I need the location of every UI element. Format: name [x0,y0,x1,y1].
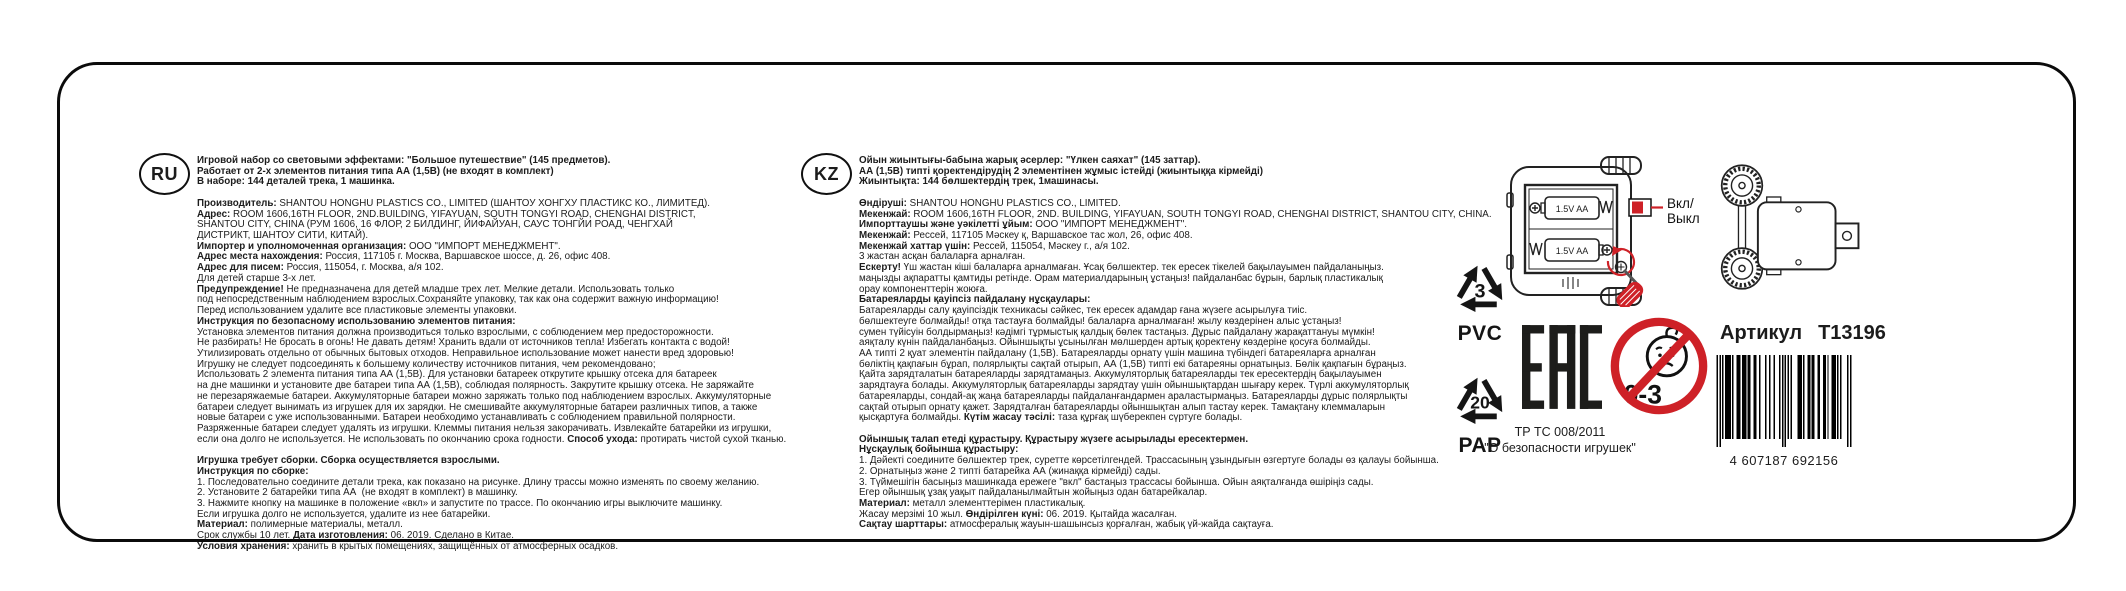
text-line: если она долго не используется. Не использовать по окончанию срока годности. Способ ухода: протирать чистой сухой тканью. [197,433,787,445]
text-line: Адрес для писем: Россия, 115054, г. Москва, а/я 102. [197,262,444,274]
text-line: батареи следует вынимать из игрушек для их зарядки. Не смешивайте аккумуляторные батареи различных типов, а также [197,401,758,413]
text-line: Мекенжай: ROOM 1606,16TH FLOOR, 2ND. BUILDING, YIFAYUAN, SOUTH TONGYI ROAD, CHENGHAI DISTRICT, SHANTOU CITY, CHINA. [859,208,1492,220]
car-side-view-diagram [1712,157,1862,297]
recycling-code: 20 [1470,392,1490,413]
text-line: Срок службы 10 лет. Дата изготовления: 06. 2019. Сделано в Китае. [197,530,515,542]
recycling-code: 3 [1474,280,1486,303]
text-line: не перезаряжаемые батареи. Аккумуляторные батареи можно заряжать только под наблюдением взрослых. Аккумуляторные [197,390,772,402]
text-line: Инструкция по сборке: [197,465,309,477]
switch-label [1667,196,1700,226]
text-line: Не разбирать! Не бросать в огонь! Не давать детям! Хранить вдали от источников тепла! Избегать контакта с водой! [197,337,730,349]
text-line: аяқталу күнін пайдаланбаңыз. Ойыншықты ұсынылған мөлшерден артық қоректену көздеріне қосуға болмайды. [859,337,1371,349]
text-line: Перед использованием удалите все пластиковые элементы упаковки. [197,305,517,317]
age-restriction-sign [1608,315,1710,417]
text-line: Разряженные батареи следует удалять из игрушки. Клеммы питания нельзя закорачивать. Извлекайте батарейки из игрушки, [197,422,772,434]
text-line: маңызды ақпаратты қамтиды ретінде. Орам материалдарының ұстаңыз! пайдаланбас бұрын, барлық пластикалық [859,272,1383,284]
recycling-triangle-icon [1447,251,1513,315]
text-line: Мекенжай хаттар үшін: Рессей, 115054, Мәскеу г., а/я 102. [859,240,1130,252]
article-row [1720,322,1886,345]
text-line: Утилизировать отдельно от обычных бытовых отходов. Неправильное использование может нанести вред здоровью! [197,347,734,359]
text-line: Мекенжай: Рессей, 117105 Мәскеу қ, Варшавское тас жол, 26, офис 408. [859,230,1193,242]
text-line: Батареяларды салу қауіпсіздік техникасы сәйкес, тек ересек адамдар ғана жүзеге асырылуға тиіс. [859,305,1308,317]
text-line: қысқартуға болмайды. Күтім жасау тәсілі: таза құрғақ шүберекпен сүртуге болады. [859,412,1243,424]
recycling-triangle-icon [1447,363,1513,427]
spring-icon [1530,243,1542,255]
battery-cell-label: 1.5V AA [1555,204,1589,214]
text-line: батареяларды, сондай-ақ жаңа батареяларды пайдаланғандармен араластырмаңыз. Батареяларды дұрыс полярлықты [859,390,1408,402]
age-range-label: 0-3 [1623,379,1662,410]
article-value: Т13196 [1818,322,1886,344]
certification-text [1460,424,1660,456]
kz-badge-text: KZ [814,163,839,184]
switch-label-on: Вкл/ [1667,196,1694,211]
text-line: 3. Түймешігін басыңыз машинкада ережеге "вкл" бастаңыз трассасы бойынша. Ойын аяқталғанда өшіріңіз сады. [859,476,1374,488]
text-line: зарядтауға болады. Аккумуляторлық батареяларды зарядтау үшін ойыншықтардан шығару керек. Түрлі аккумуляторлық [859,380,1409,392]
plus-terminal-icon [1532,205,1538,211]
kz-text-column [859,156,1492,531]
text-line: Производитель: SHANTOU HONGHU PLASTICS CO., LIMITED (ШАНТОУ ХОНГХУ ПЛАСТИКС КО., ЛИМИТЕД). [197,197,710,209]
text-line: Работает от 2-х элементов питания типа АА (1,5В) (не входят в комплект) [197,165,554,177]
text-line: Нұсқаулық бойынша құрастыру: [859,444,1019,456]
text-line: новые батареи с уже использованными. Батареи необходимо устанавливать с соблюдением правильной полярности. [197,412,736,424]
text-line: Импортер и уполномоченная организация: ООО "ИМПОРТ МЕНЕДЖМЕНТ". [197,240,561,252]
text-line: 1. Дәйекті соедините бөлшектер трек, суретте көрсетілгендей. Трассасының ұзындығын өзгертуге болады өз қалауы бойынша. [859,455,1439,467]
text-line: Ойын жиынтығы-бабына жарық әсерлер: "Үлкен саяхат" (145 заттар). [859,155,1201,166]
text-line: АА (1,5В) типті қоректендірудің 2 элементінен жұмыс істейді (жиынтыққа кірмейді) [859,165,1263,177]
vent-lines [1563,277,1578,289]
text-line: Жиынтықта: 144 бөлшектердің трек, 1машинасы. [859,176,1099,188]
text-line: Адрес: ROOM 1606,16TH FLOOR, 2ND.BUILDING, YIFAYUAN, SOUTH TONGYI ROAD, CHENGHAI DISTRICT, [197,208,696,220]
text-line: 3. Нажмите кнопку на машинке в положение «вкл» и запустите по трассе. По окончанию игры выключите машинку. [197,498,723,509]
text-line: Если игрушка долго не используется, удалите из нее батарейки. [197,508,491,520]
text-line: Адрес места нахождения: Россия, 117105 г. Москва, Варшавское шоссе, д. 26, офис 408. [197,251,611,263]
text-line: Ойыншық талап етеді құрастыру. Құрастыру жүзеге асырылады ересектермен. [859,433,1249,445]
label-card [57,62,2076,552]
barcode-bars [1714,355,1854,447]
spring-icon [1600,201,1612,213]
recycling-material-label: PAP [1458,434,1502,457]
text-line: Импорттаушы және уәкілетті ұйым: ООО "ИМПОРТ МЕНЕДЖМЕНТ". [859,219,1187,231]
text-line: 2. Установите 2 батарейки типа АА (не входят в комплект) в машинку. [197,487,518,499]
wheel-icon [1722,248,1763,289]
text-line: на дне машинки и установите две батареи типа АА (1,5В), соблюдая полярность. Закрутите крышку отсека. Не заряжайте [197,380,754,392]
text-line: Егер ойыншық ұзақ уақыт пайдаланылмайтын жойыңыз одан батарейкалар. [859,487,1208,499]
recycling-material-label: PVC [1457,322,1503,345]
text-line: бөліктің қақпағын бұрап, полярлықты сақтай отырып, АА (1,5В) типті екі батареяны орнатыңыз. Бөлік қақпағын бұраңыз. [859,358,1407,370]
text-line: под непосредственным наблюдением взрослых.Сохраняйте упаковку, так как она содержит важную информацию! [197,294,719,306]
plus-terminal-icon [1604,247,1610,253]
ru-language-badge [139,153,190,195]
text-line: сақтай отырып орнату қажет. Зарядталған батареяларды ойыншықтан алып тастау керек. Тамақтану клеммаларын [859,401,1386,413]
kz-language-badge [801,153,852,195]
text-line: Использовать 2 элемента питания типа АА (1,5В). Для установки батареек открутите крышку отсека для батареек [197,369,717,381]
eac-mark [1522,315,1602,419]
text-line: сумен түйісуін болдырмаңыз! кәдімгі тұрмыстық қалдық бөлек тастаңыз. Дұрыс пайдалану жарақаттануы мүмкін! [859,326,1375,338]
wheel-icon [1722,165,1763,206]
text-line: Игрушка требует сборки. Сборка осуществляется взрослыми. [197,455,500,467]
switch-label-off: Выкл [1667,211,1700,226]
text-line: Сақтау шарттары: атмосфералық жауын-шашынсыз қорғалған, жабық үй-жайда сақтауға. [859,519,1274,531]
text-line: Жасау мерзімі 10 жыл. Өндірілген күні: 06. 2019. Қытайда жасалған. [859,508,1177,520]
text-line: Игровой набор со световыми эффектами: "Большое путешествие" (145 предметов). [197,155,611,166]
battery-compartment-diagram [1505,155,1663,307]
text-line: Қайта зарядталатын батареяларды зарядтамаңыз. Аккумуляторлық батареяларды тек ересектердің бақылауымен [859,369,1382,381]
text-line: Игрушку не следует подсоединять к большему количеству источников питания, чем рекомендовано; [197,358,656,370]
recycling-pvc-symbol [1445,251,1515,346]
ru-badge-text: RU [151,163,178,184]
text-line: Ескерту! Үш жастан кіші балаларға арналмаған. Ұсақ бөлшектер. тек ересек тікелей бақылауымен пайдаланыңыз. [859,262,1384,274]
text-line: SHANTOU CITY, CHINA (РУМ 1606, 16 ФЛОР, 2 БИЛДИНГ, ЙИФАЙУАН, САУС ТОНГЙИ РОАД, ЧЕНГХАЙ [197,219,673,231]
text-line: орау компоненттерін жоюға. [859,283,988,295]
text-line: 1. Последовательно соедините детали трека, как показано на рисунке. Длину трассы можно изменять по своему желанию. [197,476,760,488]
barcode [1712,355,1856,468]
text-line: Материал: металл элементтерімен пластикалық. [859,498,1086,509]
article-label: Артикул [1720,322,1803,344]
wheel-icon [1601,157,1641,174]
text-line: 3 жастан асқан балаларға арналған. [859,251,1026,263]
text-line: Условия хранения: хранить в крытых помещениях, защищённых от атмосферных осадков. [197,540,619,552]
certification-title: "О безопасности игрушек" [1484,441,1636,455]
text-line: Предупреждение! Не предназначена для детей младше трех лет. Мелкие детали. Использовать только [197,283,675,295]
text-line: ДИСТРИКТ, ШАНТОУ СИТИ, КИТАЙ). [197,230,369,242]
text-line: Батареяларды қауіпсіз пайдалану нұсқаулары: [859,294,1091,306]
text-line: 2. Орнатыңыз және 2 типті батарейка АА (жинаққа кірмейді) сады. [859,465,1161,477]
text-line: Материал: полимерные материалы, металл. [197,519,403,531]
text-line: бөлшектеуге болмайды! отқа тастауға болмайды! балаларға арналмаған! жылу көздерінен алыс ұстаңыз! [859,315,1342,327]
text-line: Установка элементов питания должна производиться только взрослыми, с соблюдением мер предосторожности. [197,326,714,338]
text-line: Өндіруші: SHANTOU HONGHU PLASTICS CO., LIMITED. [859,197,1121,209]
ru-text-column [197,156,786,553]
certification-regulation: ТР ТС 008/2011 [1514,425,1606,439]
text-line: Для детей старше 3-х лет. [197,272,316,284]
text-line: АА типті 2 қуат элементін пайдалану (1,5В). Батареяларды орнату үшін машина түбіндегі батареяларға арналған [859,347,1376,359]
text-line: В наборе: 144 деталей трека, 1 машинка. [197,176,395,188]
barcode-digits: 4 607187 692156 [1729,453,1839,468]
battery-cell-label: 1.5V AA [1555,246,1589,256]
text-line: Инструкция по безопасному использованию элементов питания: [197,315,516,327]
